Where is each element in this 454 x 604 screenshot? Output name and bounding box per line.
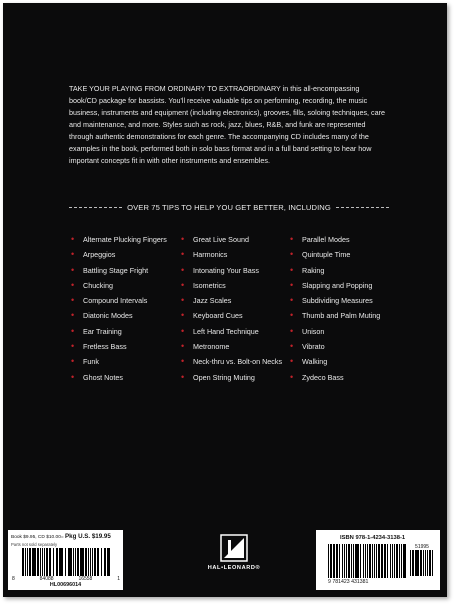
sold-separately-note: Parts not sold separately: [11, 542, 58, 547]
tip-item: • Ghost Notes: [71, 373, 167, 388]
tip-item: • Zydeco Bass: [290, 373, 380, 388]
tips-column-2: [181, 235, 282, 388]
upc-digit-group: 8: [12, 576, 15, 582]
tip-item: • Open String Muting: [181, 373, 282, 388]
upc-barcode: [22, 548, 110, 576]
tip-item: • Subdividing Measures: [290, 296, 380, 311]
publisher-name: HAL•LEONARD®: [207, 565, 261, 571]
tip-item: • Isometrics: [181, 281, 282, 296]
tip-item: • Metronome: [181, 342, 282, 357]
upc-digit-group: 16558: [78, 576, 93, 582]
tips-heading: [69, 203, 389, 212]
hal-leonard-logo: [199, 534, 269, 592]
tip-item: • Keyboard Cues: [181, 311, 282, 326]
tip-item: • Harmonics: [181, 250, 282, 265]
tip-item: • Fretless Bass: [71, 342, 167, 357]
addon-barcode: [410, 550, 434, 576]
tips-column-3: [290, 235, 380, 388]
price-small: Book $9.95, CD $10.00=: [11, 535, 64, 540]
upc-digit-group: 1: [117, 576, 120, 582]
tips-column-1: [71, 235, 167, 388]
tip-item: • Parallel Modes: [290, 235, 380, 250]
heading-dash-right: [336, 207, 389, 208]
addon-digits: 51995: [415, 544, 429, 550]
isbn-digits: 9 781423 431381: [328, 579, 369, 585]
tip-item: • Left Hand Technique: [181, 327, 282, 342]
intro-paragraph: TAKE YOUR PLAYING FROM ORDINARY TO EXTRAORDINARY in this all-encompassing book/CD package for bassists. You'll receive valuable tips on performing, recording, the music business, instruments and equipment (including electronics), grooves, fills, soloing techniques, care and maintenance, and more. Styles such as rock, jazz, blues, R&B, and funk are represented through authentic demonstrations for each genre. The accompanying CD includes many of the examples in the book, performed both in solo bass format and in a full band setting to hear how important concepts fit in with other instruments and ensembles.: [69, 84, 386, 166]
isbn-barcode-box: [316, 530, 440, 590]
price-barcode-box: [8, 530, 123, 590]
tip-item: • Great Live Sound: [181, 235, 282, 250]
tip-item: • Slapping and Popping: [290, 281, 380, 296]
tip-item: • Alternate Plucking Fingers: [71, 235, 167, 250]
tip-item: • Unison: [290, 327, 380, 342]
tip-item: • Thumb and Palm Muting: [290, 311, 380, 326]
tip-item: • Walking: [290, 357, 380, 372]
tip-item: • Arpeggios: [71, 250, 167, 265]
isbn-barcode: [328, 544, 406, 578]
tip-item: • Ear Training: [71, 327, 167, 342]
price-line: [11, 533, 111, 540]
tip-item: • Vibrato: [290, 342, 380, 357]
isbn-number: ISBN 978-1-4234-3138-1: [340, 535, 406, 541]
tip-item: • Chucking: [71, 281, 167, 296]
tip-item: • Diatonic Modes: [71, 311, 167, 326]
tip-item: • Battling Stage Fright: [71, 266, 167, 281]
tip-item: • Raking: [290, 266, 380, 281]
tip-item: • Compound Intervals: [71, 296, 167, 311]
price-addon: [410, 544, 434, 576]
back-cover: [3, 3, 447, 597]
tips-heading-text: OVER 75 TIPS TO HELP YOU GET BETTER, INCLUDING: [127, 203, 331, 212]
tip-item: • Neck-thru vs. Bolt-on Necks: [181, 357, 282, 372]
tip-item: • Funk: [71, 357, 167, 372]
product-code: HL00696014: [49, 582, 82, 588]
tip-item: • Quintuple Time: [290, 250, 380, 265]
heading-dash-left: [69, 207, 122, 208]
tip-item: • Intonating Your Bass: [181, 266, 282, 281]
price-big: Pkg U.S. $19.95: [65, 533, 111, 540]
upc-digit-group: 84088: [39, 576, 54, 582]
tip-item: • Jazz Scales: [181, 296, 282, 311]
hal-leonard-logo-icon: [220, 534, 248, 562]
